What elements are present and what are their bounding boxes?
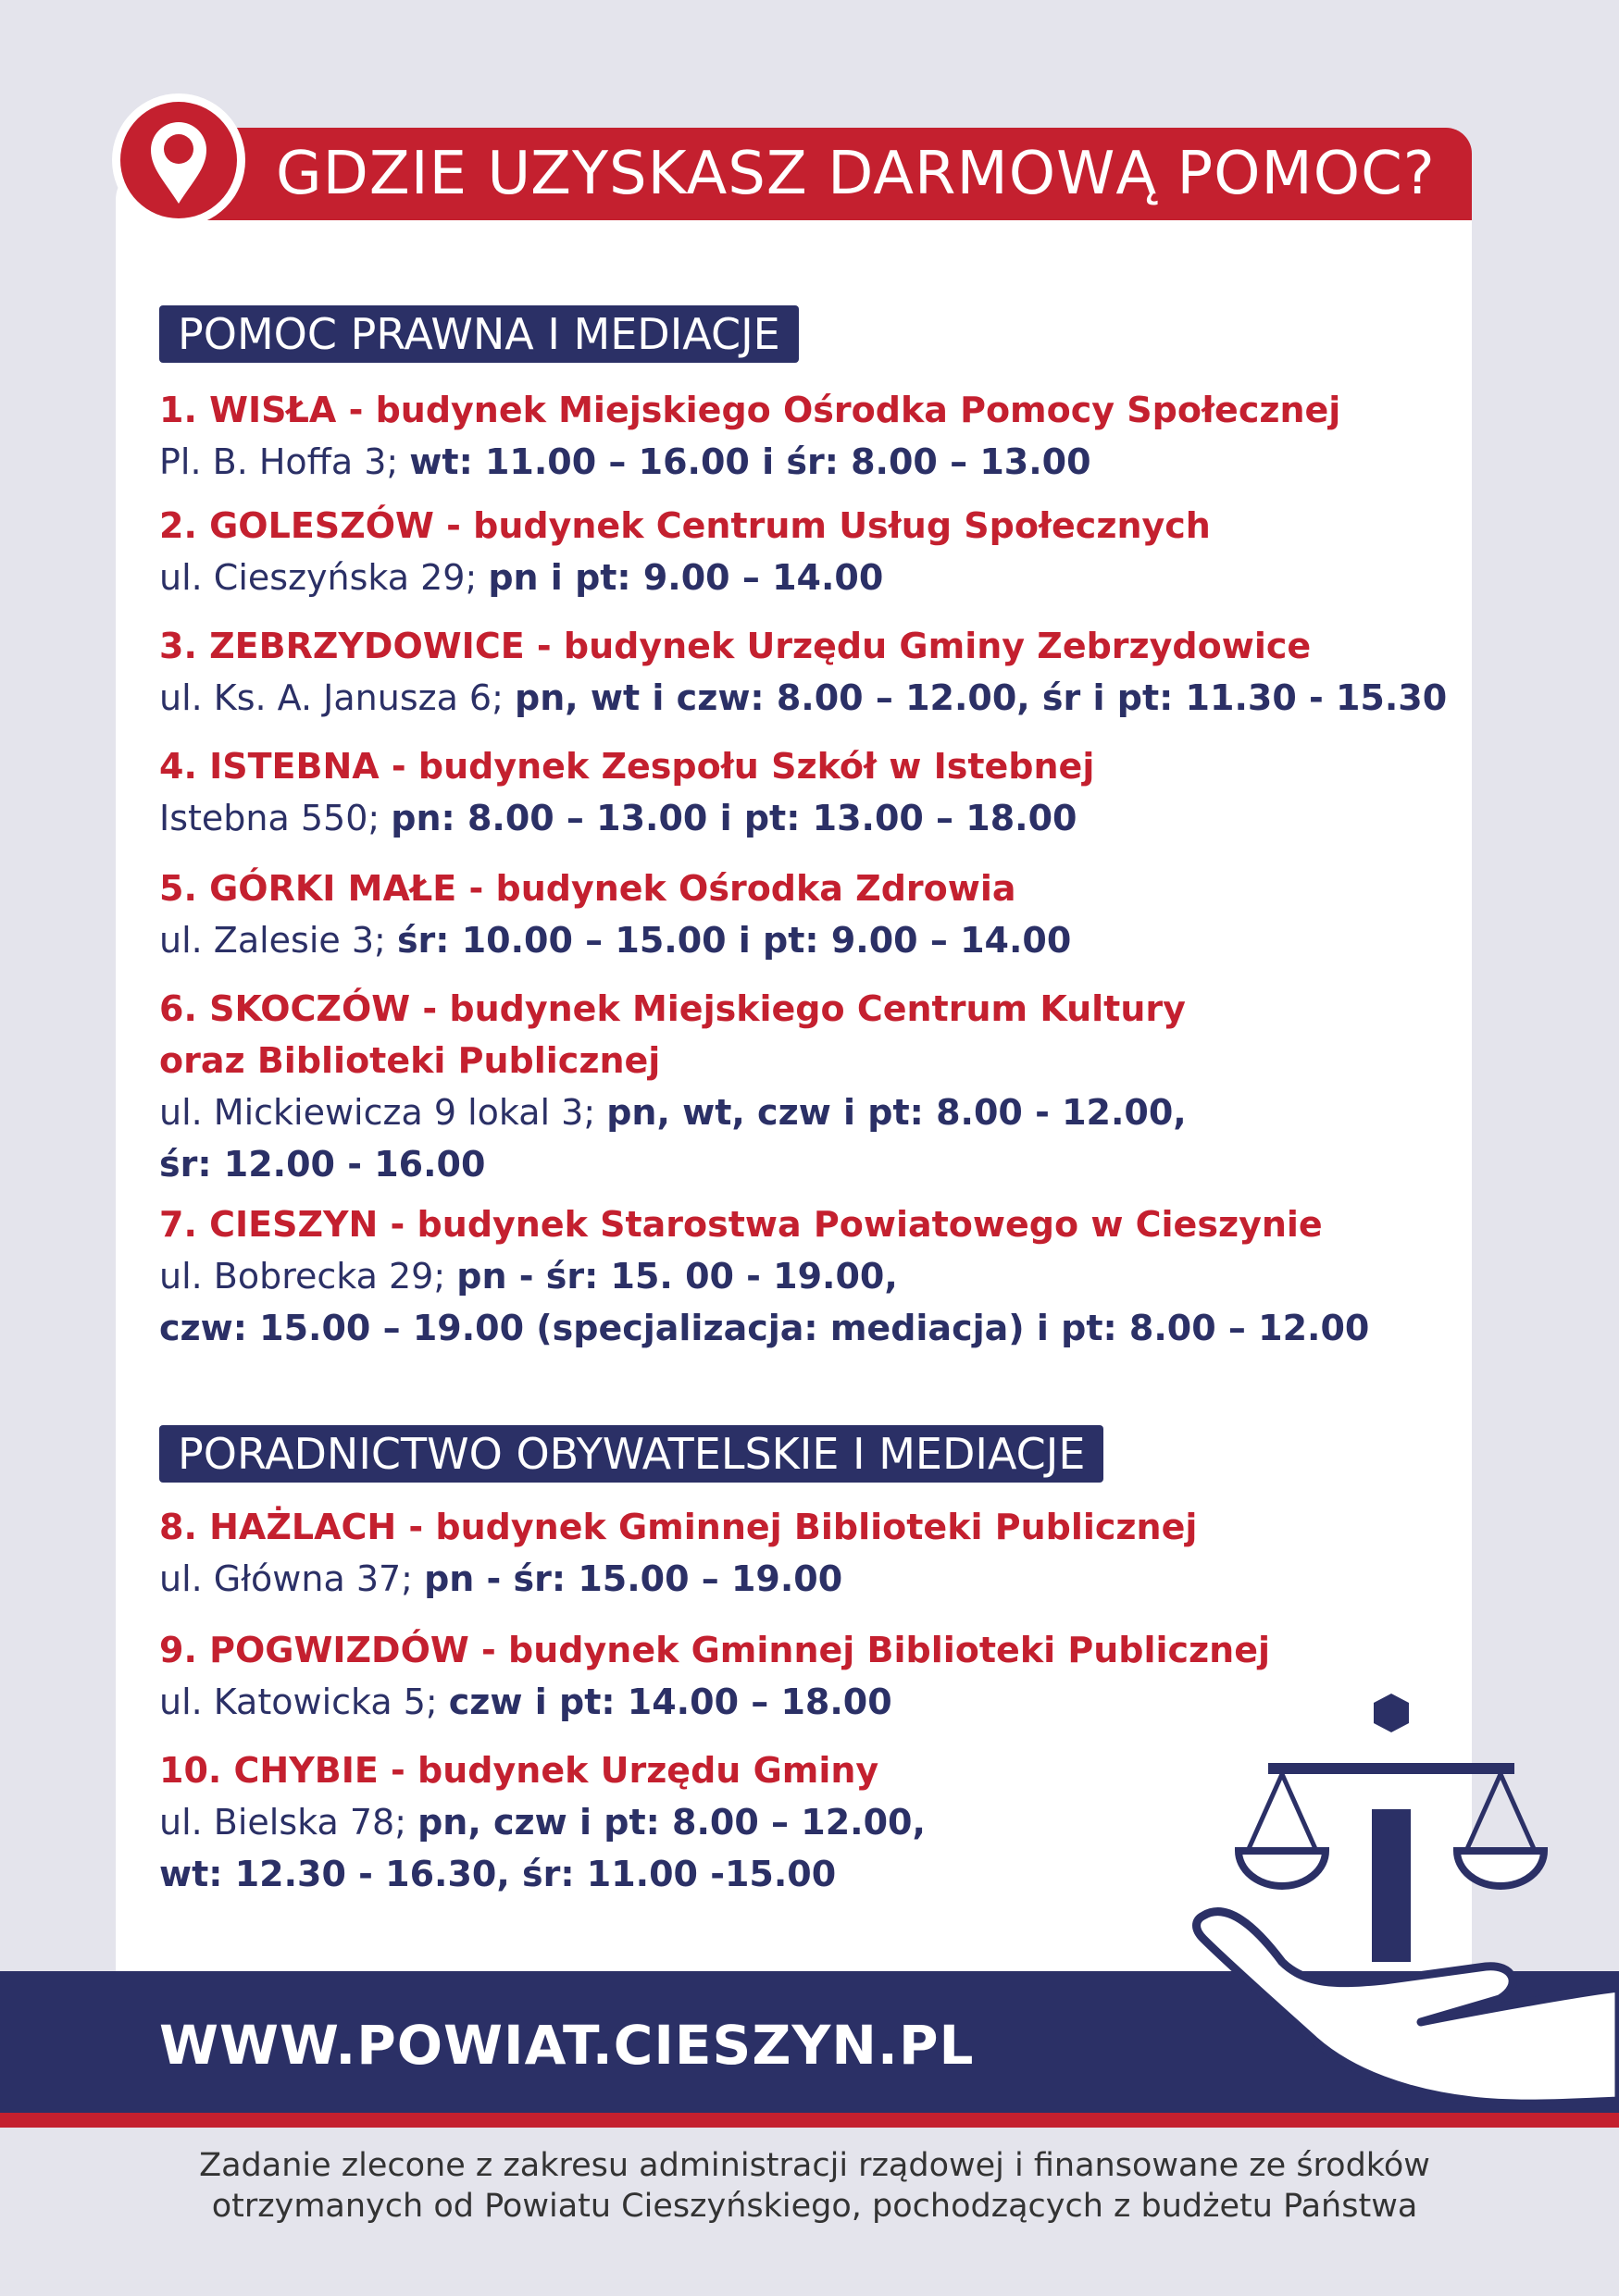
disclaimer-line: otrzymanych od Powiatu Cieszyńskiego, pochodzących z budżetu Państwa	[211, 2188, 1418, 2225]
entry-address: Pl. B. Hoffa 3;	[159, 441, 410, 482]
entry-hours: wt: 11.00 – 16.00 i śr: 8.00 – 13.00	[409, 441, 1091, 482]
entry-hours: pn, wt i czw: 8.00 – 12.00, śr i pt: 11.30 - 15.30	[515, 677, 1448, 718]
entry-title: 2. GOLESZÓW - budynek Centrum Usług Społecznych	[159, 505, 1211, 546]
entry-address: ul. Katowicka 5;	[159, 1682, 449, 1722]
list-item	[159, 1501, 1197, 1605]
list-item	[159, 863, 1071, 966]
entry-hours: pn i pt: 9.00 – 14.00	[488, 557, 884, 598]
entry-title: 4. ISTEBNA - budynek Zespołu Szkół w Istebnej	[159, 746, 1095, 787]
page-title: GDZIE UZYSKASZ DARMOWĄ POMOC?	[276, 140, 1436, 208]
entry-hours: pn: 8.00 – 13.00 i pt: 13.00 – 18.00	[391, 798, 1077, 838]
disclaimer-line: Zadanie zlecone z zakresu administracji rządowej i finansowane ze środków	[199, 2147, 1430, 2184]
location-pin-icon	[109, 91, 248, 230]
entry-title: 10. CHYBIE - budynek Urzędu Gminy	[159, 1750, 879, 1791]
entry-title: 7. CIESZYN - budynek Starostwa Powiatowego w Cieszynie	[159, 1204, 1323, 1245]
entry-title: 9. POGWIZDÓW - budynek Gminnej Biblioteki Publicznej	[159, 1630, 1271, 1670]
entry-hours: pn - śr: 15.00 – 19.00	[424, 1558, 843, 1599]
list-item	[159, 384, 1340, 488]
entry-hours: śr: 10.00 – 15.00 i pt: 9.00 – 14.00	[396, 920, 1072, 961]
entry-hours-continued: czw: 15.00 – 19.00 (specjalizacja: mediacja) i pt: 8.00 – 12.00	[159, 1308, 1370, 1348]
entry-hours: pn, czw i pt: 8.00 – 12.00,	[417, 1802, 926, 1843]
entry-address: ul. Bielska 78;	[159, 1802, 418, 1843]
funding-disclaimer	[157, 2145, 1472, 2227]
entry-title: 1. WISŁA - budynek Miejskiego Ośrodka Pomocy Społecznej	[159, 390, 1341, 430]
list-item	[159, 620, 1447, 724]
entry-address: ul. Zalesie 3;	[159, 920, 397, 961]
entry-hours: czw i pt: 14.00 – 18.00	[448, 1682, 892, 1722]
entry-address: Istebna 550;	[159, 798, 392, 838]
entry-title: 6. SKOCZÓW - budynek Miejskiego Centrum Kultury	[159, 988, 1186, 1029]
entry-address: ul. Główna 37;	[159, 1558, 425, 1599]
entry-address: ul. Mickiewicza 9 lokal 3;	[159, 1092, 607, 1133]
justice-scales-hand-icon	[1166, 1666, 1619, 2119]
list-item	[159, 1198, 1369, 1354]
section-header-citizen-advice: PORADNICTWO OBYWATELSKIE I MEDIACJE	[159, 1425, 1103, 1483]
section-header-legal-aid: POMOC PRAWNA I MEDIACJE	[159, 305, 799, 363]
entry-hours-continued: śr: 12.00 - 16.00	[159, 1144, 486, 1185]
website-link[interactable]: WWW.POWIAT.CIESZYN.PL	[159, 2014, 975, 2077]
entry-title: 5. GÓRKI MAŁE - budynek Ośrodka Zdrowia	[159, 868, 1016, 909]
entry-hours: pn, wt, czw i pt: 8.00 - 12.00,	[606, 1092, 1187, 1133]
entry-address: ul. Ks. A. Janusza 6;	[159, 677, 515, 718]
entry-address: ul. Bobrecka 29;	[159, 1256, 457, 1297]
list-item	[159, 740, 1094, 844]
list-item	[159, 983, 1187, 1190]
entry-address: ul. Cieszyńska 29;	[159, 557, 489, 598]
list-item	[159, 1624, 1270, 1728]
list-item	[159, 1744, 926, 1900]
entry-hours: pn - śr: 15. 00 - 19.00,	[456, 1256, 898, 1297]
entry-hours-continued: wt: 12.30 - 16.30, śr: 11.00 -15.00	[159, 1854, 837, 1894]
list-item	[159, 500, 1211, 603]
entry-title: 8. HAŻLACH - budynek Gminnej Biblioteki Publicznej	[159, 1507, 1198, 1547]
entry-title-continued: oraz Biblioteki Publicznej	[159, 1040, 661, 1081]
entry-title: 3. ZEBRZYDOWICE - budynek Urzędu Gminy Zebrzydowice	[159, 626, 1312, 666]
